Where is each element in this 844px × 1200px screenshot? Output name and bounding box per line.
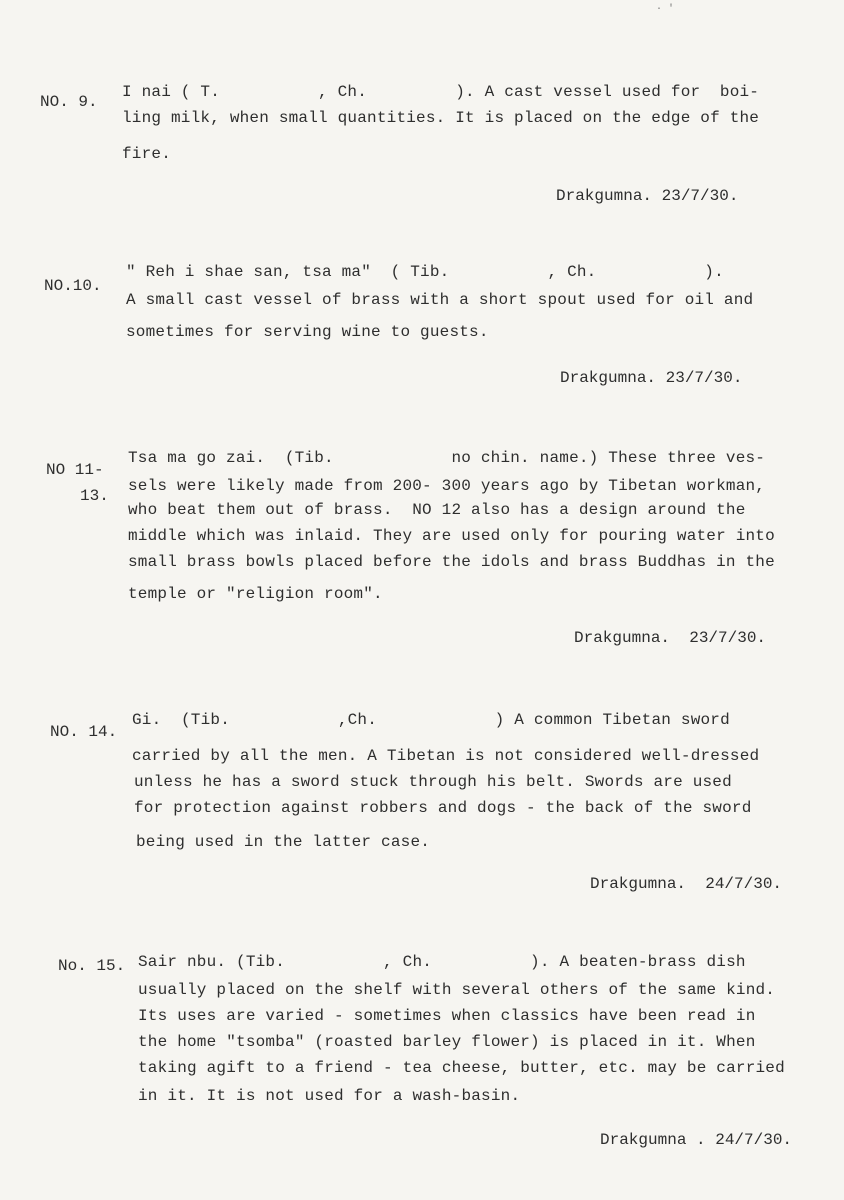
entry-text-line: Its uses are varied - sometimes when classics have been read in (138, 1007, 756, 1025)
entry-text-line: ling milk, when small quantities. It is placed on the edge of the (122, 109, 760, 127)
entry-text-line: carried by all the men. A Tibetan is not considered well-dressed (132, 747, 760, 765)
entry-signature: Drakgumna. 24/7/30. (590, 875, 783, 893)
entry-signature: Drakgumna. 23/7/30. (556, 187, 739, 205)
entry-number: NO. 9. (40, 93, 98, 111)
entry-text-line: being used in the latter case. (136, 833, 431, 851)
entry-number: NO 11- (46, 461, 104, 479)
entry-text-line: middle which was inlaid. They are used only for pouring water into (128, 527, 775, 545)
entry-number: No. 15. (58, 957, 126, 975)
entry-text-line: Sair nbu. (Tib. , Ch. ). A beaten-brass dish (138, 953, 746, 971)
entry-text-line: Gi. (Tib. ,Ch. ) A common Tibetan sword (132, 711, 730, 729)
entry-text-line: I nai ( T. , Ch. ). A cast vessel used for boi- (122, 83, 760, 101)
entry-text-line: usually placed on the shelf with several others of the same kind. (138, 981, 776, 999)
entry-text-line: for protection against robbers and dogs - the back of the sword (134, 799, 752, 817)
entry-text-line: unless he has a sword stuck through his belt. Swords are used (134, 773, 732, 791)
entry-text-line: fire. (122, 145, 172, 163)
entry-signature: Drakgumna. 23/7/30. (574, 629, 767, 647)
entry-text-line: Tsa ma go zai. (Tib. no chin. name.) These three ves- (128, 449, 766, 467)
entry-text-line: A small cast vessel of brass with a short spout used for oil and (126, 291, 754, 309)
entry-number-continued: 13. (80, 487, 109, 505)
entry-text-line: temple or "religion room". (128, 585, 383, 603)
entry-number: NO.10. (44, 277, 102, 295)
entry-text-line: " Reh i shae san, tsa ma" ( Tib. , Ch. ). (126, 263, 724, 281)
entry-text-line: who beat them out of brass. NO 12 also has a design around the (128, 501, 746, 519)
entry-text-line: small brass bowls placed before the idols and brass Buddhas in the (128, 553, 775, 571)
entry-text-line: sometimes for serving wine to guests. (126, 323, 489, 341)
entry-signature: Drakgumna. 23/7/30. (560, 369, 743, 387)
entry-text-line: in it. It is not used for a wash-basin. (138, 1087, 521, 1105)
page-specks: · ' (656, 4, 675, 15)
entry-text-line: the home "tsomba" (roasted barley flower) is placed in it. When (138, 1033, 756, 1051)
entry-text-line: taking agift to a friend - tea cheese, butter, etc. may be carried (138, 1059, 785, 1077)
entry-text-line: sels were likely made from 200- 300 years ago by Tibetan workman, (128, 477, 766, 495)
entry-number: NO. 14. (50, 723, 118, 741)
entry-signature: Drakgumna . 24/7/30. (600, 1131, 793, 1149)
